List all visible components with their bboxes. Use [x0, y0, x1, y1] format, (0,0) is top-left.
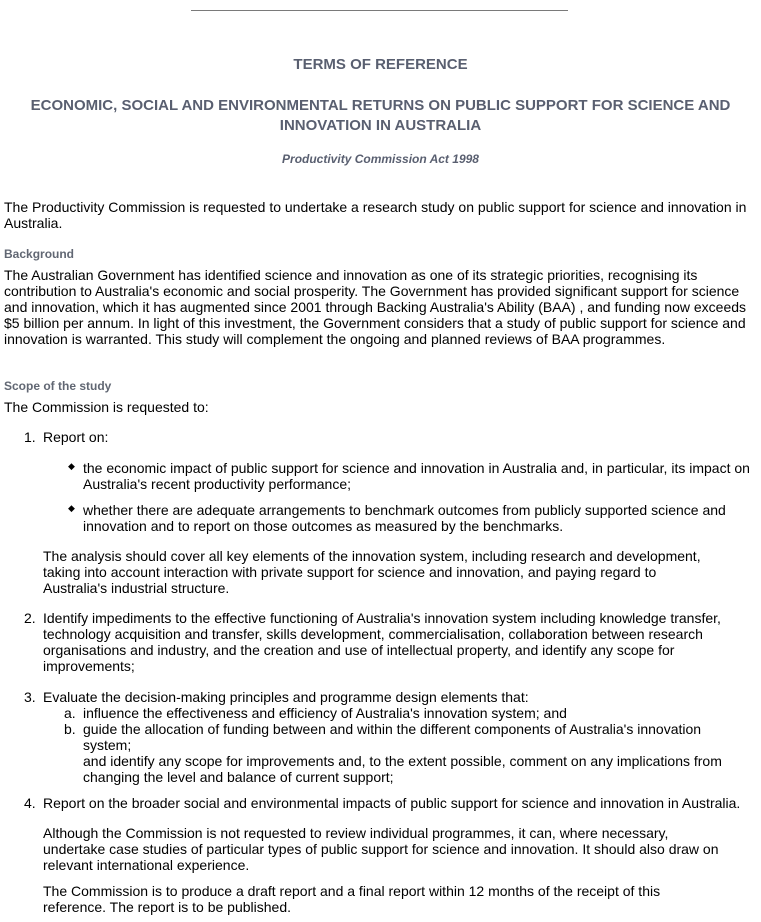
- study-title: [0, 96, 761, 136]
- item-4-paragraph-2: The Commission is to produce a draft report and a final report within 12 months of the receipt of this reference. The report is to be published.: [43, 883, 661, 915]
- item-1-text: Report on:: [43, 429, 109, 445]
- top-rule: [191, 10, 568, 11]
- item-1-number: 1.: [24, 429, 36, 445]
- bullet-icon: ◆: [68, 503, 75, 513]
- scope-lead: The Commission is requested to:: [4, 399, 209, 415]
- intro-paragraph: The Productivity Commission is requested to undertake a research study on public support for science and innovation in Australia.: [4, 199, 747, 231]
- item-2-number: 2.: [24, 610, 36, 626]
- bullet-icon: ◆: [68, 461, 75, 471]
- item-4-number: 4.: [24, 795, 36, 811]
- item-3b-label: b.: [64, 721, 76, 737]
- item-1-bullet-1: the economic impact of public support for science and innovation in Australia and, in particular, its impact on Australia's recent productivity performance;: [83, 460, 750, 492]
- act-reference: Productivity Commission Act 1998: [282, 152, 479, 166]
- item-4-text: Report on the broader social and environmental impacts of public support for science and innovation in Australia.: [43, 795, 741, 811]
- item-3-text: Evaluate the decision-making principles and programme design elements that:: [43, 689, 529, 705]
- terms-heading: TERMS OF REFERENCE: [293, 56, 468, 73]
- item-3-number: 3.: [24, 689, 36, 705]
- item-3a-text: influence the effectiveness and efficiency of Australia's innovation system; and: [83, 705, 567, 721]
- scope-heading: Scope of the study: [4, 379, 112, 393]
- item-1-analysis: The analysis should cover all key elements of the innovation system, including research and development, taking into account interaction with private support for science and innovation, and paying regard to Australia's industrial structure.: [43, 548, 701, 596]
- item-3b-text: guide the allocation of funding between and within the different components of Australia's innovation system;: [83, 721, 702, 753]
- item-1-bullet-2: whether there are adequate arrangements to benchmark outcomes from publicly supported science and innovation and to report on those outcomes as measured by the benchmarks.: [83, 502, 726, 534]
- item-3-tail: and identify any scope for improvements and, to the extent possible, comment on any implications from changing the level and balance of current support;: [83, 753, 722, 785]
- study-title-line2: INNOVATION IN AUSTRALIA: [279, 117, 482, 134]
- study-title-line1: ECONOMIC, SOCIAL AND ENVIRONMENTAL RETURNS ON PUBLIC SUPPORT FOR SCIENCE AND: [30, 97, 731, 114]
- item-3a-label: a.: [64, 705, 76, 721]
- background-heading: Background: [4, 247, 75, 261]
- background-paragraph: The Australian Government has identified science and innovation as one of its strategic priorities, recognising its contribution to Australia's economic and social prosperity. The Government has provided significant support for science and innovation, which it has augmented since 2001 through Backing Australia's Ability (BAA) , and funding now exceeds $5 billion per annum. In light of this investment, the Government considers that a study of public support for science and innovation is warranted. This study will complement the ongoing and planned reviews of BAA programmes.: [4, 267, 747, 347]
- item-4-paragraph-1: Although the Commission is not requested to review individual programmes, it can, where necessary, undertake case studies of particular types of public support for science and innovation. It should also draw on relevant international experience.: [43, 825, 719, 873]
- item-2-text: Identify impediments to the effective functioning of Australia's innovation system including knowledge transfer, technology acquisition and transfer, skills development, commercialisation, collaboration between research organisations and industry, and the creation and use of intellectual property, and identify any scope for improvements;: [43, 610, 721, 674]
